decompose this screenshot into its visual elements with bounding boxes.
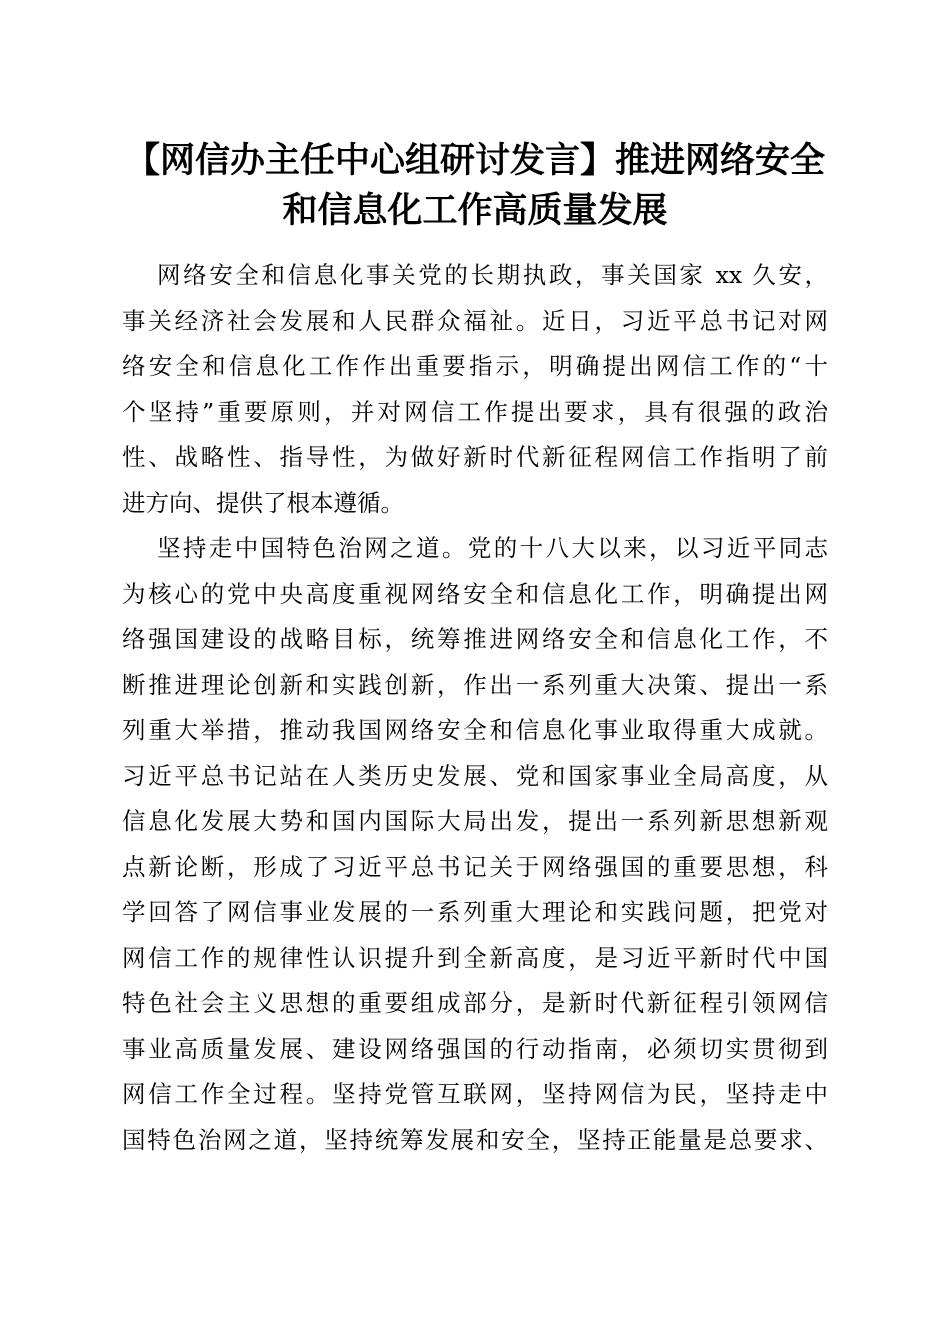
text-line: 网信工作的规律性认识提升到全新高度，是习近平新时代中国 (122, 943, 828, 972)
text-line: 习近平总书记站在人类历史发展、党和国家事业全局高度，从 (122, 761, 828, 790)
text-line: 学回答了网信事业发展的一系列重大理论和实践问题，把党对 (122, 898, 828, 926)
text-line: 进方向、提供了根本遵循。 (122, 488, 404, 517)
document-title (100, 136, 850, 236)
title-line-2: 和信息化工作高质量发展 (282, 190, 668, 231)
text-line: 事业高质量发展、建设网络强国的行动指南，必须切实贯彻到 (122, 1034, 828, 1063)
text-line: 信息化发展大势和国内国际大局出发，提出一系列新思想新观 (122, 807, 828, 835)
text-line: 为核心的党中央高度重视网络安全和信息化工作，明确提出网 (122, 579, 828, 608)
text-line: 列重大举措，推动我国网络安全和信息化事业取得重大成就。 (122, 716, 828, 744)
paragraph-1 (122, 253, 828, 526)
text-line: 络强国建设的战略目标，统筹推进网络安全和信息化工作，不 (122, 625, 828, 653)
document-body (122, 253, 828, 1163)
text-line: 特色社会主义思想的重要组成部分，是新时代新征程引领网信 (122, 989, 828, 1017)
text-line: 国特色治网之道，坚持统筹发展和安全，坚持正能量是总要求、 (122, 1125, 828, 1154)
text-line: 个坚持”重要原则，并对网信工作提出要求，具有很强的政治 (122, 397, 828, 426)
text-line: 络安全和信息化工作作出重要指示，明确提出网信工作的“十 (122, 352, 828, 380)
text-line: 事关经济社会发展和人民群众福祉。近日，习近平总书记对网 (122, 306, 828, 335)
text-line: 坚持走中国特色治网之道。党的十八大以来，以习近平同志 (157, 534, 828, 562)
paragraph-2 (122, 526, 828, 1163)
text-line: 断推进理论创新和实践创新，作出一系列重大决策、提出一系 (122, 670, 828, 699)
text-line: 性、战略性、指导性，为做好新时代新征程网信工作指明了前 (122, 443, 828, 471)
title-line-1: 【网信办主任中心组研讨发言】推进网络安全 (124, 140, 825, 181)
text-line: 点新论断，形成了习近平总书记关于网络强国的重要思想，科 (122, 852, 828, 881)
text-line: 网信工作全过程。坚持党管互联网，坚持网信为民，坚持走中 (122, 1080, 828, 1108)
text-line: 网络安全和信息化事关党的长期执政，事关国家 xx 久安， (157, 261, 828, 289)
